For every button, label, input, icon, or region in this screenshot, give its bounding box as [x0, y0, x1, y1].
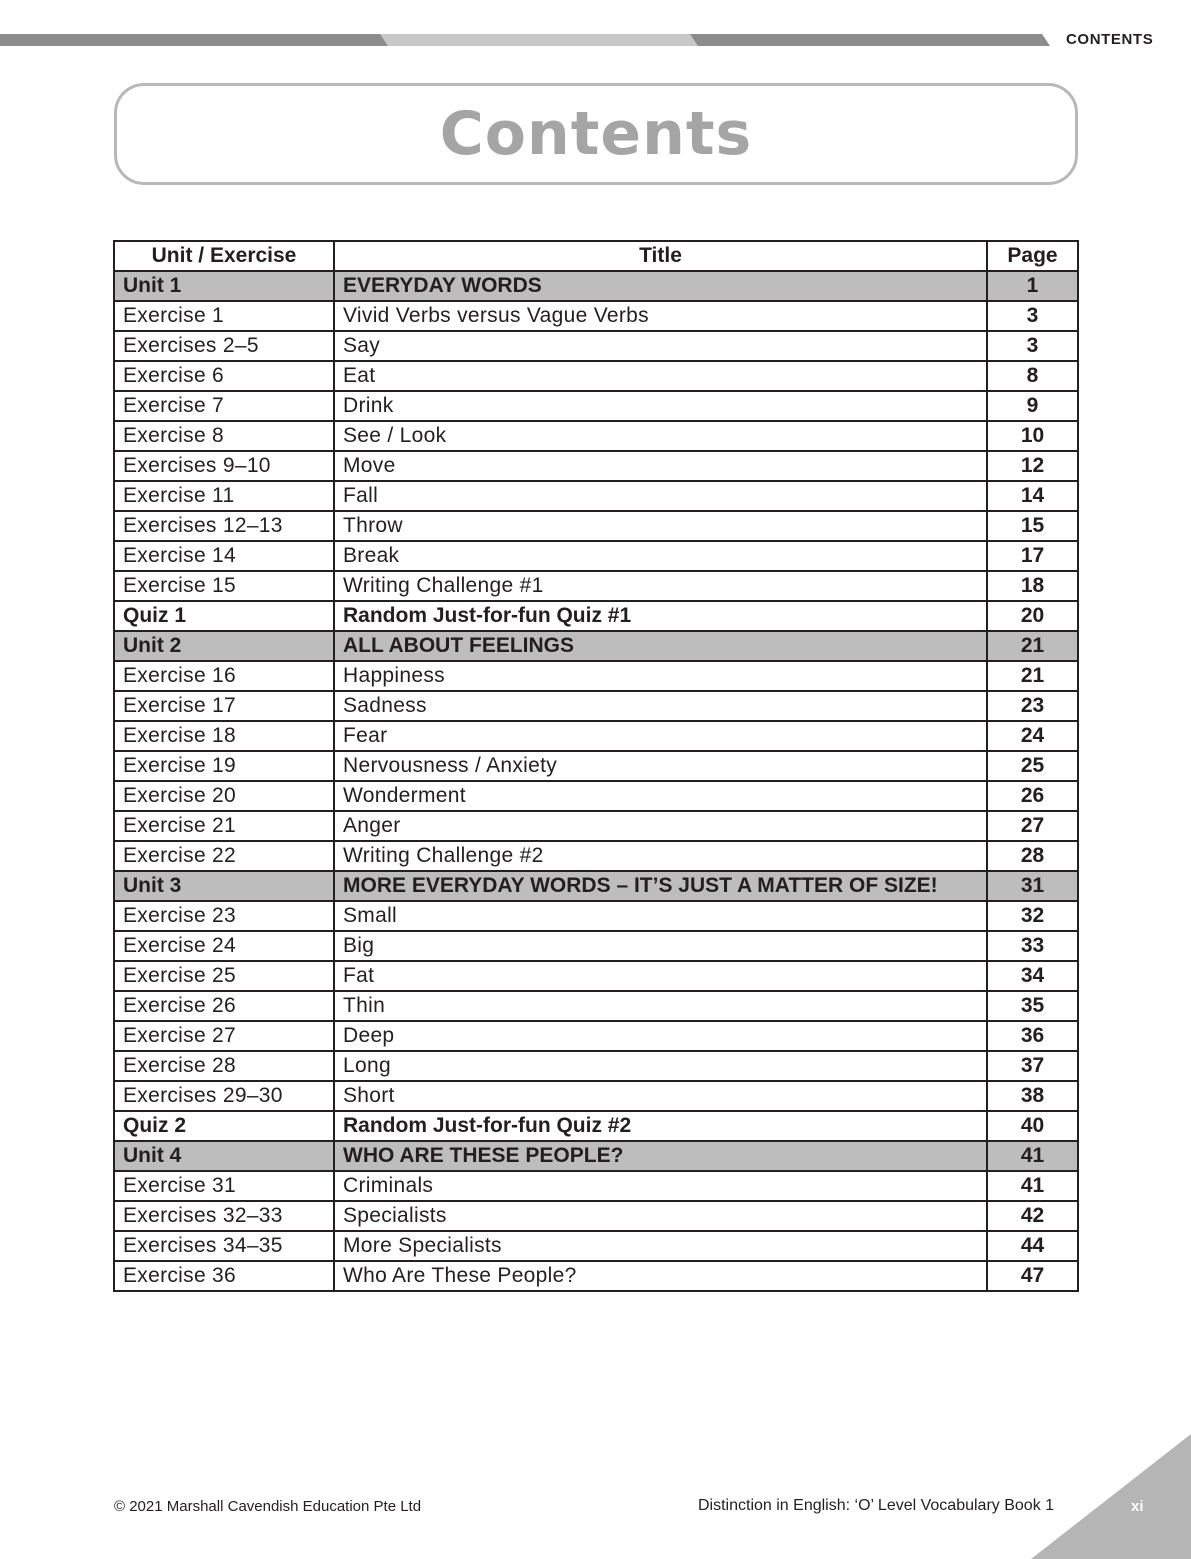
row-page-cell: 21 — [987, 631, 1078, 661]
row-title-cell: Say — [334, 331, 987, 361]
row-unit-cell: Unit 3 — [114, 871, 334, 901]
row-unit-cell: Exercise 16 — [114, 661, 334, 691]
column-header-unit: Unit / Exercise — [114, 241, 334, 271]
table-row — [114, 751, 1078, 781]
unit-row — [114, 871, 1078, 901]
column-header-title: Title — [334, 241, 987, 271]
row-unit-cell: Exercises 12–13 — [114, 511, 334, 541]
row-unit-cell: Exercise 26 — [114, 991, 334, 1021]
row-title-cell: Fall — [334, 481, 987, 511]
row-title-cell: WHO ARE THESE PEOPLE? — [334, 1141, 987, 1171]
row-unit-cell: Exercise 17 — [114, 691, 334, 721]
row-title-cell: Big — [334, 931, 987, 961]
row-page-cell: 24 — [987, 721, 1078, 751]
row-unit-cell: Exercise 20 — [114, 781, 334, 811]
row-title-cell: Wonderment — [334, 781, 987, 811]
row-title-cell: Nervousness / Anxiety — [334, 751, 987, 781]
row-title-cell: Fear — [334, 721, 987, 751]
row-unit-cell: Exercise 25 — [114, 961, 334, 991]
copyright-text: © 2021 Marshall Cavendish Education Pte Ltd — [114, 1498, 422, 1515]
table-row — [114, 661, 1078, 691]
row-title-cell: EVERYDAY WORDS — [334, 271, 987, 301]
row-page-cell: 20 — [987, 601, 1078, 631]
row-page-cell: 32 — [987, 901, 1078, 931]
table-row — [114, 571, 1078, 601]
row-title-cell: Eat — [334, 361, 987, 391]
row-unit-cell: Exercises 2–5 — [114, 331, 334, 361]
row-page-cell: 25 — [987, 751, 1078, 781]
header-bar-segment — [380, 34, 700, 46]
row-unit-cell: Unit 2 — [114, 631, 334, 661]
table-row — [114, 421, 1078, 451]
row-page-cell: 23 — [987, 691, 1078, 721]
row-page-cell: 12 — [987, 451, 1078, 481]
table-row — [114, 991, 1078, 1021]
table-row — [114, 331, 1078, 361]
row-page-cell: 42 — [987, 1201, 1078, 1231]
row-title-cell: Deep — [334, 1021, 987, 1051]
table-row — [114, 691, 1078, 721]
row-title-cell: Writing Challenge #1 — [334, 571, 987, 601]
row-unit-cell: Quiz 2 — [114, 1111, 334, 1141]
row-page-cell: 15 — [987, 511, 1078, 541]
row-page-cell: 47 — [987, 1261, 1078, 1291]
row-page-cell: 26 — [987, 781, 1078, 811]
row-title-cell: More Specialists — [334, 1231, 987, 1261]
row-title-cell: ALL ABOUT FEELINGS — [334, 631, 987, 661]
table-row — [114, 481, 1078, 511]
row-page-cell: 37 — [987, 1051, 1078, 1081]
row-page-cell: 21 — [987, 661, 1078, 691]
row-page-cell: 14 — [987, 481, 1078, 511]
unit-row — [114, 1141, 1078, 1171]
row-unit-cell: Unit 1 — [114, 271, 334, 301]
row-unit-cell: Exercise 1 — [114, 301, 334, 331]
table-body — [114, 271, 1078, 1291]
table-row — [114, 961, 1078, 991]
row-title-cell: Thin — [334, 991, 987, 1021]
quiz-row — [114, 601, 1078, 631]
row-title-cell: Fat — [334, 961, 987, 991]
row-title-cell: Sadness — [334, 691, 987, 721]
page-title-box — [114, 83, 1078, 185]
row-page-cell: 3 — [987, 331, 1078, 361]
row-unit-cell: Exercise 31 — [114, 1171, 334, 1201]
row-unit-cell: Exercise 19 — [114, 751, 334, 781]
row-unit-cell: Exercise 15 — [114, 571, 334, 601]
row-page-cell: 36 — [987, 1021, 1078, 1051]
row-title-cell: Happiness — [334, 661, 987, 691]
table-row — [114, 451, 1078, 481]
table-row — [114, 1081, 1078, 1111]
row-unit-cell: Unit 4 — [114, 1141, 334, 1171]
table-row — [114, 931, 1078, 961]
book-title-text: Distinction in English: ‘O’ Level Vocabulary Book 1 — [698, 1497, 1055, 1514]
table-row — [114, 781, 1078, 811]
table-row — [114, 1231, 1078, 1261]
row-title-cell: Small — [334, 901, 987, 931]
header-bar-segment — [690, 34, 1050, 46]
row-unit-cell: Quiz 1 — [114, 601, 334, 631]
row-title-cell: Move — [334, 451, 987, 481]
row-page-cell: 44 — [987, 1231, 1078, 1261]
row-unit-cell: Exercise 14 — [114, 541, 334, 571]
table-row — [114, 511, 1078, 541]
row-unit-cell: Exercise 24 — [114, 931, 334, 961]
row-title-cell: Random Just-for-fun Quiz #1 — [334, 601, 987, 631]
table-row — [114, 1051, 1078, 1081]
row-unit-cell: Exercise 8 — [114, 421, 334, 451]
table-row — [114, 301, 1078, 331]
row-unit-cell: Exercise 11 — [114, 481, 334, 511]
row-page-cell: 18 — [987, 571, 1078, 601]
row-title-cell: MORE EVERYDAY WORDS – IT’S JUST A MATTER OF SIZE! — [334, 871, 987, 901]
row-title-cell: Throw — [334, 511, 987, 541]
table-row — [114, 541, 1078, 571]
row-page-cell: 3 — [987, 301, 1078, 331]
table-row — [114, 901, 1078, 931]
row-unit-cell: Exercises 34–35 — [114, 1231, 334, 1261]
table-row — [114, 1261, 1078, 1291]
row-page-cell: 40 — [987, 1111, 1078, 1141]
row-page-cell: 8 — [987, 361, 1078, 391]
row-unit-cell: Exercise 21 — [114, 811, 334, 841]
row-title-cell: Criminals — [334, 1171, 987, 1201]
table-row — [114, 361, 1078, 391]
row-unit-cell: Exercise 18 — [114, 721, 334, 751]
row-title-cell: Anger — [334, 811, 987, 841]
row-unit-cell: Exercise 7 — [114, 391, 334, 421]
row-unit-cell: Exercises 9–10 — [114, 451, 334, 481]
table-row — [114, 1201, 1078, 1231]
row-title-cell: Random Just-for-fun Quiz #2 — [334, 1111, 987, 1141]
row-page-cell: 41 — [987, 1171, 1078, 1201]
row-page-cell: 28 — [987, 841, 1078, 871]
row-page-cell: 31 — [987, 871, 1078, 901]
row-title-cell: Vivid Verbs versus Vague Verbs — [334, 301, 987, 331]
row-page-cell: 33 — [987, 931, 1078, 961]
table-row — [114, 391, 1078, 421]
row-page-cell: 10 — [987, 421, 1078, 451]
page-corner-decoration — [1031, 1434, 1191, 1559]
row-page-cell: 9 — [987, 391, 1078, 421]
row-unit-cell: Exercises 32–33 — [114, 1201, 334, 1231]
row-page-cell: 34 — [987, 961, 1078, 991]
row-page-cell: 41 — [987, 1141, 1078, 1171]
row-unit-cell: Exercise 6 — [114, 361, 334, 391]
table-row — [114, 1171, 1078, 1201]
row-page-cell: 27 — [987, 811, 1078, 841]
row-title-cell: Break — [334, 541, 987, 571]
row-page-cell: 38 — [987, 1081, 1078, 1111]
table-header-row — [114, 241, 1078, 271]
header-decorative-bar — [0, 34, 1050, 46]
section-label: CONTENTS — [1066, 31, 1154, 48]
row-page-cell: 17 — [987, 541, 1078, 571]
row-title-cell: Specialists — [334, 1201, 987, 1231]
row-unit-cell: Exercise 27 — [114, 1021, 334, 1051]
row-unit-cell: Exercise 23 — [114, 901, 334, 931]
row-title-cell: Who Are These People? — [334, 1261, 987, 1291]
table-row — [114, 841, 1078, 871]
unit-row — [114, 271, 1078, 301]
header-bar-segment — [0, 34, 390, 46]
page-title: Contents — [439, 99, 753, 169]
column-header-page: Page — [987, 241, 1078, 271]
row-title-cell: See / Look — [334, 421, 987, 451]
page-number: xi — [1131, 1498, 1144, 1515]
row-title-cell: Short — [334, 1081, 987, 1111]
row-unit-cell: Exercise 36 — [114, 1261, 334, 1291]
table-row — [114, 721, 1078, 751]
unit-row — [114, 631, 1078, 661]
row-page-cell: 1 — [987, 271, 1078, 301]
row-title-cell: Writing Challenge #2 — [334, 841, 987, 871]
row-page-cell: 35 — [987, 991, 1078, 1021]
table-row — [114, 811, 1078, 841]
row-unit-cell: Exercises 29–30 — [114, 1081, 334, 1111]
row-unit-cell: Exercise 22 — [114, 841, 334, 871]
row-title-cell: Drink — [334, 391, 987, 421]
row-unit-cell: Exercise 28 — [114, 1051, 334, 1081]
contents-table — [113, 240, 1079, 1292]
quiz-row — [114, 1111, 1078, 1141]
row-title-cell: Long — [334, 1051, 987, 1081]
table-row — [114, 1021, 1078, 1051]
